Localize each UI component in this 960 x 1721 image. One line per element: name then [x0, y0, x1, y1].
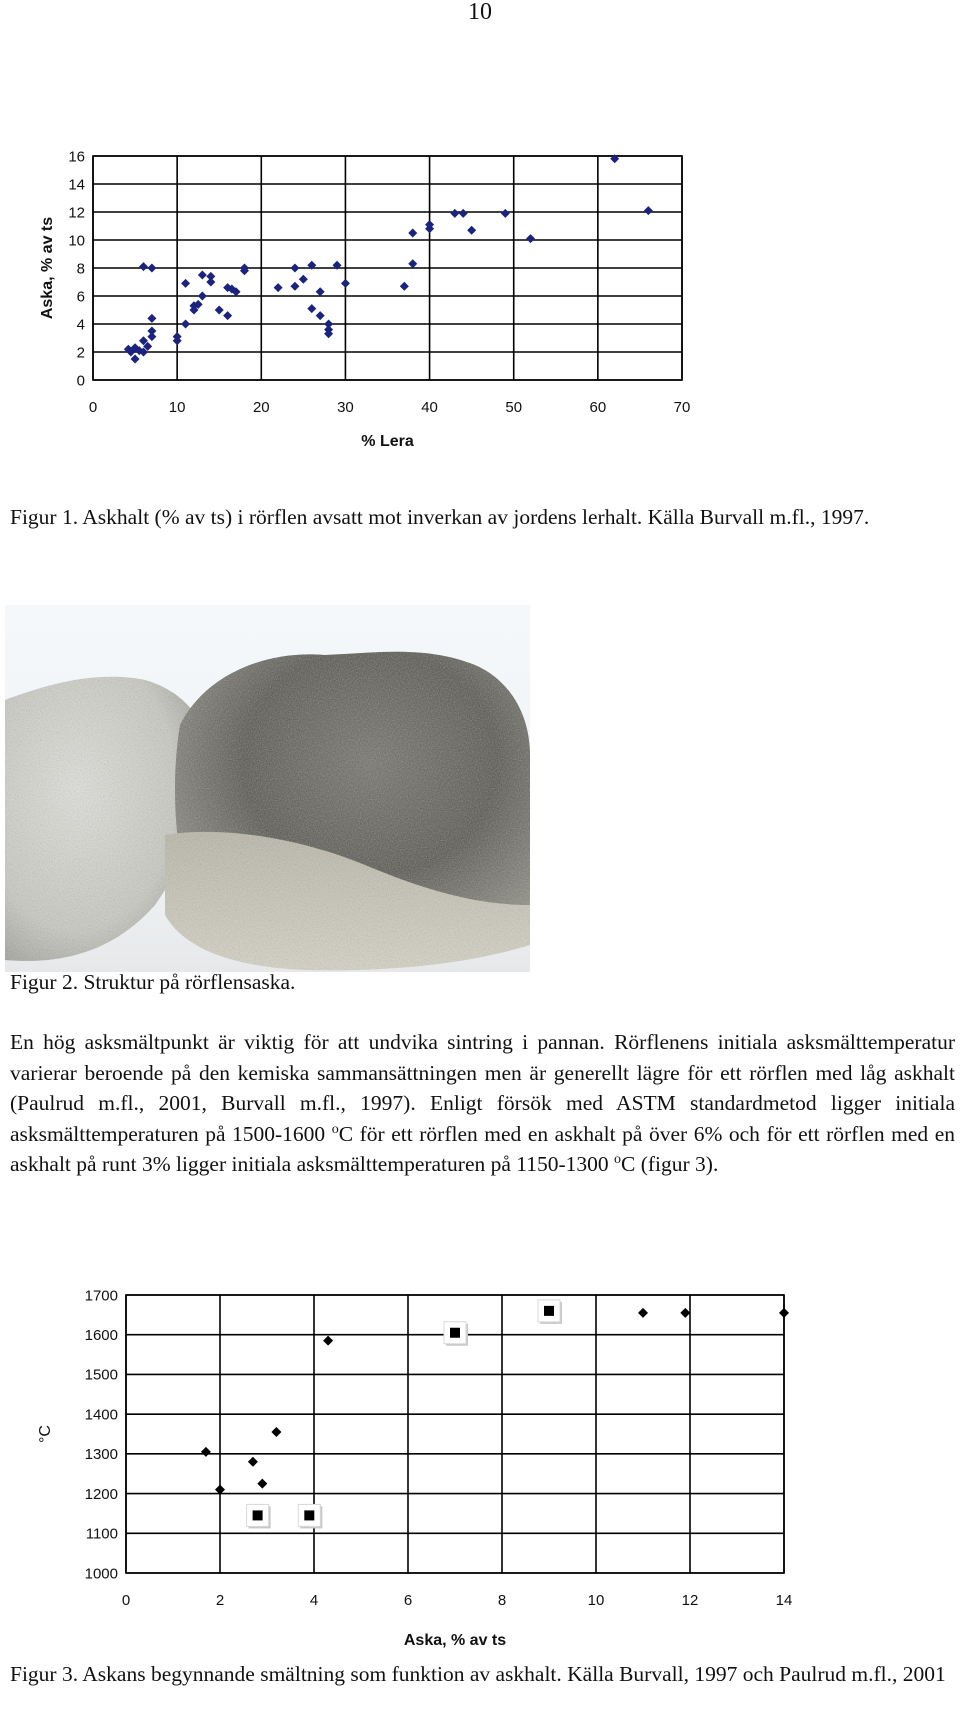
paragraph-part2: C för ett rörflen med en askhalt på över 6% och för ett rörflen med en askhalt på runt 3% ligger initiala asksmälttemperaturen på 1150-1300: [10, 1121, 955, 1176]
data-point-square: [247, 1504, 271, 1528]
square-marker: [253, 1510, 263, 1520]
data-point: [215, 306, 224, 315]
x-tick-label: 4: [309, 1592, 319, 1609]
figure1-caption: Figur 1. Askhalt (% av ts) i rörflen avsatt mot inverkan av jordens lerhalt. Källa Burvall m.fl., 1997.: [10, 505, 870, 529]
data-point: [341, 279, 350, 288]
square-marker: [304, 1510, 314, 1520]
x-tick-label: 50: [505, 399, 523, 416]
data-point-diamond: [248, 1457, 258, 1467]
x-tick-label: 0: [121, 1592, 131, 1609]
data-point: [526, 234, 535, 243]
y-tick-label: 6: [76, 288, 85, 306]
data-point: [181, 320, 190, 329]
data-point: [501, 209, 510, 218]
y-tick-label: 2: [76, 344, 85, 362]
figure2-caption: Figur 2. Struktur på rörflensaska.: [10, 970, 296, 994]
body-paragraph: [10, 1027, 955, 1180]
data-point: [316, 311, 325, 320]
y-tick-label: 1000: [84, 1565, 118, 1583]
data-point: [408, 229, 417, 238]
figure1-scatter-chart: [30, 150, 760, 500]
data-point: [181, 279, 190, 288]
data-point-diamond: [680, 1308, 690, 1318]
y-tick-label: 1600: [84, 1326, 118, 1344]
y-tick-label: 1700: [84, 1287, 118, 1305]
x-tick-label: 14: [775, 1592, 793, 1609]
figure3-scatter-chart: [30, 1278, 800, 1658]
y-tick-label: 12: [68, 204, 85, 222]
data-point: [274, 283, 283, 292]
degree-sup-2: o: [614, 1151, 622, 1167]
data-point: [147, 314, 156, 323]
x-axis-label: % Lera: [361, 433, 414, 450]
data-point: [459, 209, 468, 218]
y-axis-label: Aska, % av ts: [39, 216, 56, 320]
data-point-square: [298, 1504, 322, 1528]
data-point: [467, 226, 476, 235]
page-number: 10: [468, 0, 492, 25]
y-axis-label: °C: [37, 1425, 54, 1443]
data-point: [450, 209, 459, 218]
x-tick-label: 12: [681, 1592, 699, 1609]
x-tick-label: 6: [403, 1592, 413, 1609]
data-point: [206, 278, 215, 287]
data-point: [198, 271, 207, 280]
data-point: [147, 264, 156, 273]
x-tick-label: 40: [421, 399, 438, 416]
degree-sup-1: o: [331, 1121, 339, 1137]
data-point: [131, 355, 140, 364]
x-tick-label: 0: [88, 399, 98, 416]
data-point: [139, 262, 148, 271]
paragraph-part3: C (figur 3).: [621, 1152, 719, 1176]
y-tick-label: 1100: [85, 1525, 118, 1543]
y-tick-label: 16: [68, 150, 85, 166]
data-point-diamond: [271, 1427, 281, 1437]
data-point: [198, 292, 207, 301]
data-point: [408, 259, 417, 268]
data-point-diamond: [323, 1336, 333, 1346]
data-point: [223, 311, 232, 320]
paragraph-part1: En hög asksmältpunkt är viktig för att undvika sintring i pannan. Rörflenens initiala asksmälttemperatur varierar beroende på den kemiska sammansättningen men är generellt lägre för ett rörflen med låg askhalt (Paulrud m.fl., 2001, Burvall m.fl., 1997). Enligt försök med ASTM standardmetod ligger initiala asksmälttemperaturen på 1500-1600: [10, 1030, 955, 1146]
y-tick-label: 0: [76, 372, 85, 390]
y-tick-label: 4: [76, 316, 85, 334]
x-tick-label: 20: [252, 399, 270, 416]
data-point: [400, 282, 409, 291]
y-tick-label: 10: [68, 232, 85, 250]
x-tick-label: 10: [587, 1592, 605, 1609]
data-point: [299, 275, 308, 284]
y-tick-label: 1500: [84, 1366, 118, 1384]
data-point: [307, 304, 316, 313]
x-tick-label: 30: [337, 399, 354, 416]
y-tick-label: 1400: [84, 1406, 118, 1424]
x-tick-label: 2: [215, 1592, 225, 1609]
x-tick-label: 8: [497, 1592, 507, 1609]
x-tick-label: 70: [673, 399, 691, 416]
x-axis-label: Aska, % av ts: [403, 1632, 507, 1649]
data-point: [147, 332, 156, 341]
y-tick-label: 1200: [84, 1485, 118, 1503]
x-tick-label: 60: [589, 399, 607, 416]
y-tick-label: 1300: [84, 1446, 118, 1464]
data-point-square: [538, 1300, 562, 1324]
data-point: [644, 206, 653, 215]
square-marker: [450, 1328, 460, 1338]
square-marker: [544, 1306, 554, 1316]
data-point-diamond: [201, 1447, 211, 1457]
data-point-square: [444, 1322, 468, 1346]
figure3-caption: Figur 3. Askans begynnande smältning som funktion av askhalt. Källa Burvall, 1997 och Paulrud m.fl., 2001: [10, 1662, 946, 1686]
data-point-diamond: [638, 1308, 648, 1318]
data-point: [290, 282, 299, 291]
data-point: [316, 287, 325, 296]
data-point: [290, 264, 299, 273]
x-tick-label: 10: [168, 399, 186, 416]
y-tick-label: 8: [76, 260, 85, 278]
data-point-diamond: [257, 1479, 267, 1489]
y-tick-label: 14: [68, 176, 85, 194]
data-point-diamond: [779, 1308, 789, 1318]
ash-photo: [5, 605, 530, 972]
